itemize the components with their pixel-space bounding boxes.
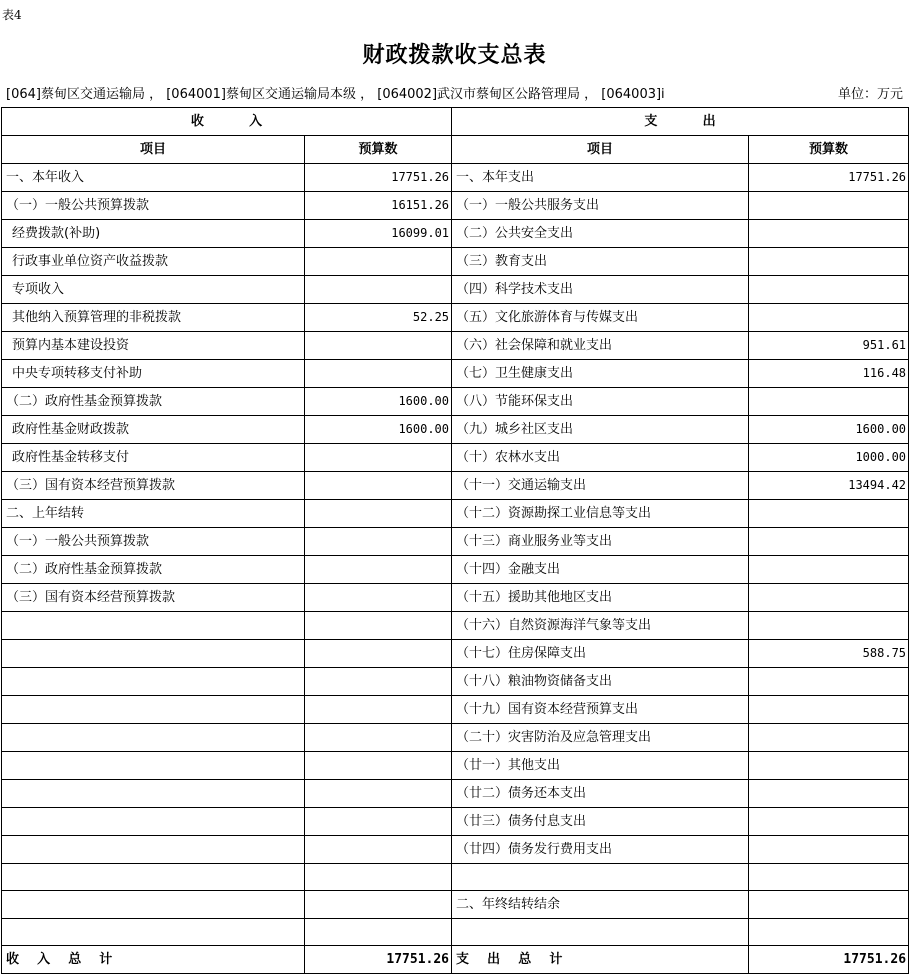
expense-item-label: （十四）金融支出 [452,556,749,584]
table-row [2,808,909,836]
currency-unit-label: 单位：万元 [837,87,903,102]
income-item-label: （三）国有资本经营预算拨款 [2,472,305,500]
expense-budget-value [749,248,909,276]
expense-item-label: （六）社会保障和就业支出 [452,332,749,360]
income-item-label [2,640,305,668]
income-item-label: 其他纳入预算管理的非税拨款 [2,304,305,332]
table-row [2,696,909,724]
income-item-label: 中央专项转移支付补助 [2,360,305,388]
expense-item-label: （廿二）债务还本支出 [452,780,749,808]
expense-item-label: （八）节能环保支出 [452,388,749,416]
table-row [2,864,909,891]
table-row [2,220,909,248]
income-budget-value: 1600.00 [305,416,452,444]
income-item-label [2,612,305,640]
expense-budget-value [749,276,909,304]
expense-budget-value: 1000.00 [749,444,909,472]
expense-budget-value [749,836,909,864]
expense-budget-value [749,192,909,220]
table-number: 表4 [2,8,22,22]
income-budget-value [305,472,452,500]
expense-item-label: （廿一）其他支出 [452,752,749,780]
income-item-label [2,891,305,919]
income-item-label: （一）一般公共预算拨款 [2,528,305,556]
income-item-label: 一、本年收入 [2,164,305,192]
expense-item-label: （九）城乡社区支出 [452,416,749,444]
expense-budget-value [749,220,909,248]
income-budget-value [305,696,452,724]
expense-budget-value [749,612,909,640]
budget-table-body [2,108,909,946]
expense-budget-value: 13494.42 [749,472,909,500]
table-row [2,528,909,556]
expense-item-label: （廿四）债务发行费用支出 [452,836,749,864]
expense-section-header: 支 出 [452,108,909,136]
table-row [2,248,909,276]
income-budget-value [305,248,452,276]
income-item-label: 二、上年结转 [2,500,305,528]
expense-item-label: （十一）交通运输支出 [452,472,749,500]
table-row [2,612,909,640]
income-total-label: 收 入 总 计 [2,946,305,974]
table-row [2,472,909,500]
income-item-header: 项目 [2,136,305,164]
income-item-label [2,864,305,891]
subtitle-line [2,83,907,103]
income-budget-value [305,528,452,556]
expense-budget-header: 预算数 [749,136,909,164]
expense-budget-value [749,808,909,836]
expense-item-label: （五）文化旅游体育与传媒支出 [452,304,749,332]
income-budget-value [305,836,452,864]
expense-budget-value [749,528,909,556]
income-item-label [2,696,305,724]
income-item-label [2,724,305,752]
income-budget-value [305,444,452,472]
expense-budget-value [749,556,909,584]
income-item-label: （一）一般公共预算拨款 [2,192,305,220]
income-item-label: 经费拨款(补助) [2,220,305,248]
expense-budget-value [749,891,909,919]
expense-item-label: （十五）援助其他地区支出 [452,584,749,612]
income-item-label: （二）政府性基金预算拨款 [2,388,305,416]
expense-item-label [452,919,749,946]
income-budget-value [305,640,452,668]
table-row [2,780,909,808]
expense-budget-value [749,752,909,780]
expense-item-label: （十）农林水支出 [452,444,749,472]
expense-budget-value [749,780,909,808]
expense-budget-value [749,388,909,416]
expense-budget-value: 951.61 [749,332,909,360]
expense-item-label: （一）一般公共服务支出 [452,192,749,220]
expense-item-label: 二、年终结转结余 [452,891,749,919]
income-budget-value [305,724,452,752]
page-title: 财政拨款收支总表 [362,42,547,68]
income-item-label: 政府性基金转移支付 [2,444,305,472]
income-item-label [2,780,305,808]
income-budget-value: 16151.26 [305,192,452,220]
table-row [2,668,909,696]
income-budget-value: 16099.01 [305,220,452,248]
expense-budget-value [749,584,909,612]
expense-item-label: （二十）灾害防治及应急管理支出 [452,724,749,752]
expense-item-label: （廿三）债务付息支出 [452,808,749,836]
income-budget-value [305,752,452,780]
expense-budget-value [749,724,909,752]
income-budget-value [305,668,452,696]
expense-item-label: （七）卫生健康支出 [452,360,749,388]
income-section-header: 收 入 [2,108,452,136]
expense-budget-value: 17751.26 [749,164,909,192]
income-budget-value [305,780,452,808]
column-header-row [2,136,909,164]
expense-item-label: （十三）商业服务业等支出 [452,528,749,556]
expense-budget-value [749,500,909,528]
income-budget-value [305,808,452,836]
income-budget-value [305,500,452,528]
income-item-label: 行政事业单位资产收益拨款 [2,248,305,276]
expense-item-label: （十二）资源勘探工业信息等支出 [452,500,749,528]
table-row [2,360,909,388]
income-item-label: 政府性基金财政拨款 [2,416,305,444]
table-row [2,444,909,472]
income-budget-value [305,276,452,304]
income-item-label: 预算内基本建设投资 [2,332,305,360]
expense-budget-value [749,304,909,332]
table-row [2,304,909,332]
expense-item-label: （十九）国有资本经营预算支出 [452,696,749,724]
expense-item-label: （十七）住房保障支出 [452,640,749,668]
expense-item-label: （四）科学技术支出 [452,276,749,304]
income-item-label [2,752,305,780]
income-budget-value [305,864,452,891]
income-budget-value: 17751.26 [305,164,452,192]
table-row [2,584,909,612]
income-item-label: 专项收入 [2,276,305,304]
table-row [2,640,909,668]
table-row [2,164,909,192]
table-row [2,724,909,752]
income-budget-value [305,360,452,388]
income-item-label: （二）政府性基金预算拨款 [2,556,305,584]
income-item-label [2,668,305,696]
income-budget-value [305,612,452,640]
expense-budget-value [749,919,909,946]
table-row [2,891,909,919]
expense-item-label: 一、本年支出 [452,164,749,192]
table-row [2,836,909,864]
expense-budget-value [749,696,909,724]
expense-budget-value: 116.48 [749,360,909,388]
table-row [2,919,909,946]
table-row [2,500,909,528]
expense-item-label: （三）教育支出 [452,248,749,276]
expense-total-value: 17751.26 [749,946,909,974]
expense-item-label: （十六）自然资源海洋气象等支出 [452,612,749,640]
budget-table [1,107,909,974]
expense-budget-value [749,668,909,696]
unit-list: [064]蔡甸区交通运输局 ， [064001]蔡甸区交通运输局本级 ， [064002]武汉市蔡甸区公路管理局 ， [064003]i [6,87,665,102]
income-budget-value [305,332,452,360]
table-row [2,332,909,360]
income-item-label [2,808,305,836]
income-item-label: （三）国有资本经营预算拨款 [2,584,305,612]
expense-budget-value [749,864,909,891]
table-row [2,276,909,304]
table-row [2,416,909,444]
income-item-label [2,836,305,864]
table-row [2,388,909,416]
totals-row [2,946,909,974]
budget-table-footer [2,946,909,974]
expense-total-label: 支 出 总 计 [452,946,749,974]
income-total-value: 17751.26 [305,946,452,974]
expense-budget-value: 1600.00 [749,416,909,444]
section-header-row [2,108,909,136]
expense-item-label [452,864,749,891]
table-row [2,556,909,584]
expense-item-label: （十八）粮油物资储备支出 [452,668,749,696]
expense-item-label: （二）公共安全支出 [452,220,749,248]
income-budget-value [305,584,452,612]
income-budget-value: 52.25 [305,304,452,332]
income-budget-value [305,556,452,584]
table-row [2,752,909,780]
income-budget-value [305,919,452,946]
income-budget-value: 1600.00 [305,388,452,416]
expense-budget-value: 588.75 [749,640,909,668]
income-item-label [2,919,305,946]
income-budget-header: 预算数 [305,136,452,164]
expense-item-header: 项目 [452,136,749,164]
table-row [2,192,909,220]
income-budget-value [305,891,452,919]
